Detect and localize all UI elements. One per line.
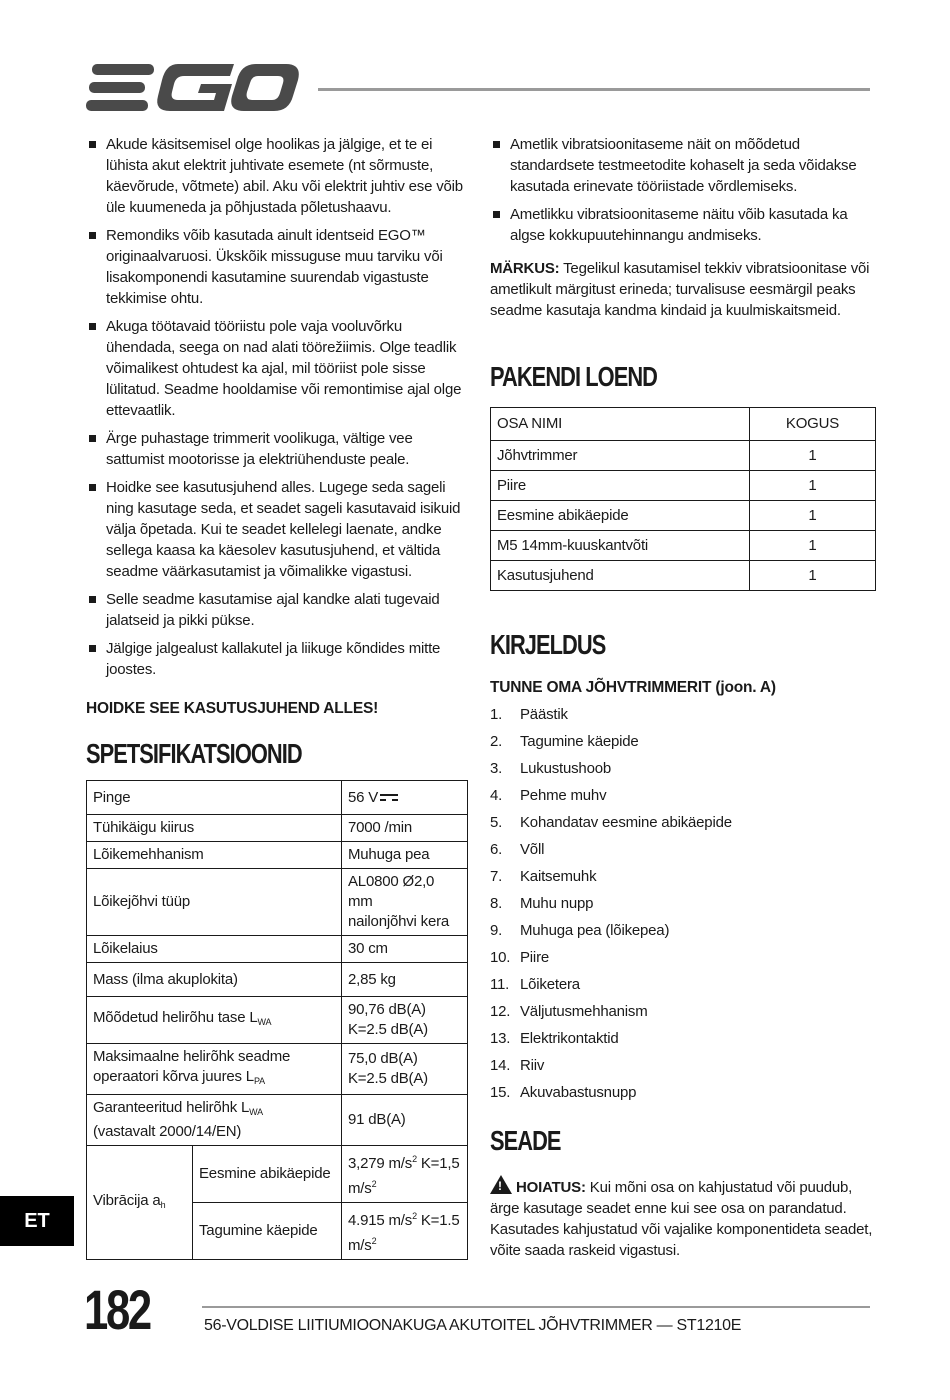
item-number: 9. bbox=[490, 922, 503, 939]
table-row bbox=[87, 869, 468, 936]
table-cell: 1 bbox=[750, 531, 876, 561]
glwa-label-2: (vastavalt 2000/14/EN) bbox=[93, 1123, 242, 1140]
list-item: Selle seadme kasutamise ajal kandke alati tugevaid jalatseid ja pikki pükse. bbox=[86, 589, 468, 631]
parts-list bbox=[490, 705, 876, 1103]
table-cell: Lõikejõhvi tüüp bbox=[87, 869, 342, 936]
vib-rear-k: K=1.5 bbox=[416, 1212, 460, 1229]
table-cell: Jõhvtrimmer bbox=[491, 441, 750, 471]
table-cell: Eesmine abikäepide bbox=[491, 501, 750, 531]
vib-front-k: K=1,5 bbox=[416, 1155, 460, 1172]
note-text: Tegelikul kasutamisel tekkiv vibratsioonitase või ametlikult märgitust erineda; turvalisuse eesmärgil peaks seadme kasutaja kandma kindaid ja kuulmiskaitsmeid. bbox=[490, 260, 870, 319]
table-cell: Tühikäigu kiirus bbox=[87, 815, 342, 842]
item-text: Päästik bbox=[520, 706, 568, 723]
item-text: Väljutusmehhanism bbox=[520, 1003, 648, 1020]
table-cell bbox=[342, 1146, 468, 1203]
list-item: Remondiks võib kasutada ainult identseid EGO™ originaalvaruosi. Ükskõik missuguse muu tarviku või lisakomponendi kasutamine suurendab vigastuste tekkimise ohtu. bbox=[86, 225, 468, 309]
lpa-label-1: Maksimaalne helirõhk seadme bbox=[93, 1048, 291, 1065]
table-cell: Piire bbox=[491, 471, 750, 501]
table-row bbox=[491, 471, 876, 501]
column-header: OSA NIMI bbox=[491, 408, 750, 441]
table-row bbox=[87, 1146, 468, 1203]
item-number: 7. bbox=[490, 868, 503, 885]
table-cell bbox=[342, 1044, 468, 1095]
item-number: 3. bbox=[490, 760, 503, 777]
table-cell: Lõikelaius bbox=[87, 936, 342, 963]
vib-front-unit: m/s bbox=[348, 1180, 372, 1197]
lwa-label: Mõõdetud helirõhu tase L bbox=[93, 1009, 258, 1026]
lwa-value-1: 90,76 dB(A) bbox=[348, 1001, 426, 1018]
pack-table bbox=[490, 407, 876, 591]
list-item bbox=[490, 705, 876, 725]
footer-title: 56-VOLDISE LIITIUMIOONAKUGA AKUTOITEL JÕHVTRIMMER — ST1210E bbox=[204, 1317, 742, 1334]
page-number: 182 bbox=[84, 1278, 150, 1341]
table-cell: 1 bbox=[750, 501, 876, 531]
list-item: Akude käsitsemisel olge hoolikas ja jälgige, et te ei lühista akut elektrit juhtivate esemete (nt sõrmuste, käevõrude, võtmete) abil. Aku või elektrit juhtiv ese võib üle kuumeneda ja põhjustada põletushaavu. bbox=[86, 134, 468, 218]
item-number: 1. bbox=[490, 706, 503, 723]
list-item bbox=[490, 786, 876, 806]
list-item: Ametlikku vibratsioonitaseme näitu võib kasutada ka algse kokkupuutehinnangu andmiseks. bbox=[490, 204, 876, 246]
table-cell bbox=[342, 869, 468, 936]
item-number: 8. bbox=[490, 895, 503, 912]
table-cell: 30 cm bbox=[342, 936, 468, 963]
list-item bbox=[490, 1083, 876, 1103]
item-number: 11. bbox=[490, 976, 510, 993]
description-subheading: TUNNE OMA JÕHVTRIMMERIT (joon. A) bbox=[490, 679, 776, 696]
table-row bbox=[87, 963, 468, 997]
glwa-label-1: Garanteeritud helirõhk L bbox=[93, 1099, 250, 1116]
ego-logo bbox=[86, 62, 300, 114]
vib-front-value: 3,279 m/s bbox=[348, 1155, 413, 1172]
table-row bbox=[87, 936, 468, 963]
table-row bbox=[491, 441, 876, 471]
lpa-value-2: K=2.5 dB(A) bbox=[348, 1070, 428, 1087]
list-item: Hoidke see kasutusjuhend alles. Lugege seda sageli ning kasutage seda, et seadet sageli kasutavaid isikuid välja õpetada. Kui te seadet kellelegi laenate, andke sellega kaasa ka käesolev kasutusjuhend, et vältida seadme väärkasutamist ja võimalikke vigastusi. bbox=[86, 477, 468, 582]
item-text: Lukustushoob bbox=[520, 760, 612, 777]
vib-rear-value: 4.915 m/s bbox=[348, 1212, 413, 1229]
list-item: Jälgige jalgealust kallakutel ja liikuge kõndides mitte joostes. bbox=[86, 638, 468, 680]
voltage-value: 56 V bbox=[348, 788, 379, 806]
item-number: 10. bbox=[490, 949, 511, 966]
list-item bbox=[490, 867, 876, 887]
table-row bbox=[87, 997, 468, 1044]
table-row bbox=[87, 1044, 468, 1095]
table-cell: 7000 /min bbox=[342, 815, 468, 842]
header-rule bbox=[318, 88, 870, 91]
item-number: 6. bbox=[490, 841, 503, 858]
item-number: 13. bbox=[490, 1030, 511, 1047]
lwa-sub: WA bbox=[257, 1017, 272, 1027]
item-text: Akuvabastusnupp bbox=[520, 1084, 637, 1101]
table-cell: Kasutusjuhend bbox=[491, 561, 750, 591]
item-number: 5. bbox=[490, 814, 503, 831]
table-cell: 1 bbox=[750, 441, 876, 471]
table-cell: Eesmine abikäepide bbox=[193, 1146, 342, 1203]
device-heading: SEADE bbox=[490, 1125, 561, 1156]
language-tab: ET bbox=[0, 1196, 74, 1246]
list-item bbox=[490, 921, 876, 941]
warning-text: Kui mõni osa on kahjustatud või puudub, ärge kasutage seadet enne kui see osa on parandatud. Kasutades kahjustatud või vajalike komponentideta seadet, võite saada raskeid vigastusi. bbox=[490, 1179, 873, 1259]
note-label: MÄRKUS: bbox=[490, 260, 560, 277]
warning-label: HOIATUS: bbox=[516, 1179, 586, 1196]
sup: 2 bbox=[412, 1154, 417, 1164]
table-cell: Muhuga pea bbox=[342, 842, 468, 869]
table-row bbox=[87, 815, 468, 842]
warning-icon bbox=[490, 1175, 512, 1194]
warning-paragraph bbox=[490, 1175, 876, 1261]
item-number: 14. bbox=[490, 1057, 511, 1074]
pack-heading: PAKENDI LOEND bbox=[490, 361, 658, 392]
footer-rule bbox=[202, 1306, 870, 1308]
vib-label: Vibrācija a bbox=[93, 1191, 161, 1209]
line-value-2: nailonjõhvi kera bbox=[348, 913, 450, 930]
column-header: KOGUS bbox=[750, 408, 876, 441]
table-cell: Lõikemehhanism bbox=[87, 842, 342, 869]
line-value-1: AL0800 Ø2,0 mm bbox=[348, 873, 435, 910]
table-cell bbox=[87, 1146, 193, 1260]
table-cell bbox=[87, 1044, 342, 1095]
list-item bbox=[490, 1002, 876, 1022]
table-cell: 91 dB(A) bbox=[342, 1095, 468, 1146]
dc-symbol-icon bbox=[380, 794, 398, 802]
table-cell: Pinge bbox=[87, 781, 342, 815]
table-cell: 1 bbox=[750, 471, 876, 501]
item-text: Piire bbox=[520, 949, 550, 966]
vib-rear-unit: m/s bbox=[348, 1237, 372, 1254]
lpa-sub: PA bbox=[253, 1076, 265, 1086]
table-row bbox=[87, 842, 468, 869]
table-cell bbox=[87, 997, 342, 1044]
list-item bbox=[490, 975, 876, 995]
safety-bullets bbox=[86, 134, 468, 680]
item-text: Kaitsemuhk bbox=[520, 868, 597, 885]
table-cell: 1 bbox=[750, 561, 876, 591]
spec-heading: SPETSIFIKATSIOONID bbox=[86, 738, 302, 769]
item-text: Muhuga pea (lõikepea) bbox=[520, 922, 670, 939]
lwa-value-2: K=2.5 dB(A) bbox=[348, 1021, 428, 1038]
item-number: 15. bbox=[490, 1084, 511, 1101]
list-item: Akuga töötavaid tööriistu pole vaja vooluvõrku ühendada, seega on nad alati töörežiimis. Olge teadlik võimalikest ohtudest ka ajal, mil tööriist pole sisse lülitatud. Seadme hooldamise või remontimise ajal olge ettevaatlik. bbox=[86, 316, 468, 421]
table-cell bbox=[342, 781, 468, 815]
item-text: Tagumine käepide bbox=[520, 733, 639, 750]
item-number: 4. bbox=[490, 787, 503, 804]
vib-sub: h bbox=[160, 1199, 166, 1210]
list-item bbox=[490, 1056, 876, 1076]
list-item bbox=[490, 732, 876, 752]
list-item bbox=[490, 840, 876, 860]
right-column bbox=[490, 134, 876, 1261]
table-header-row bbox=[491, 408, 876, 441]
sup: 2 bbox=[412, 1211, 417, 1221]
table-row bbox=[491, 561, 876, 591]
list-item bbox=[490, 759, 876, 779]
list-item bbox=[490, 894, 876, 914]
description-heading: KIRJELDUS bbox=[490, 629, 606, 660]
left-column bbox=[86, 134, 468, 1260]
lpa-value-1: 75,0 dB(A) bbox=[348, 1050, 418, 1067]
table-cell: Mass (ilma akuplokita) bbox=[87, 963, 342, 997]
item-text: Võll bbox=[520, 841, 545, 858]
keep-manual-note: HOIDKE SEE KASUTUSJUHEND ALLES! bbox=[86, 700, 379, 717]
note-paragraph bbox=[490, 258, 876, 321]
item-number: 12. bbox=[490, 1003, 511, 1020]
list-item: Ametlik vibratsioonitaseme näit on mõõdetud standardsete testmeetodite kohaselt ja seda võidakse kasutada erinevate tööriistade võrdlemiseks. bbox=[490, 134, 876, 197]
item-text: Muhu nupp bbox=[520, 895, 594, 912]
item-text: Elektrikontaktid bbox=[520, 1030, 619, 1047]
table-row bbox=[87, 1095, 468, 1146]
table-row bbox=[87, 781, 468, 815]
item-text: Kohandatav eesmine abikäepide bbox=[520, 814, 732, 831]
table-cell bbox=[342, 1203, 468, 1260]
table-row bbox=[491, 501, 876, 531]
sup: 2 bbox=[371, 1236, 377, 1246]
list-item: Ärge puhastage trimmerit voolikuga, vältige vee sattumist mootorisse ja elektriühenduste peale. bbox=[86, 428, 468, 470]
spec-table bbox=[86, 780, 468, 1260]
table-cell bbox=[342, 997, 468, 1044]
item-text: Lõiketera bbox=[520, 976, 580, 993]
table-cell: M5 14mm-kuuskantvõti bbox=[491, 531, 750, 561]
vibration-bullets bbox=[490, 134, 876, 246]
item-text: Riiv bbox=[520, 1057, 545, 1074]
list-item bbox=[490, 1029, 876, 1049]
item-text: Pehme muhv bbox=[520, 787, 607, 804]
table-cell: Tagumine käepide bbox=[193, 1203, 342, 1260]
glwa-sub: WA bbox=[249, 1107, 263, 1117]
list-item bbox=[490, 813, 876, 833]
table-cell: 2,85 kg bbox=[342, 963, 468, 997]
sup: 2 bbox=[371, 1179, 377, 1189]
table-row bbox=[491, 531, 876, 561]
item-number: 2. bbox=[490, 733, 503, 750]
table-cell bbox=[87, 1095, 342, 1146]
lpa-label-2: operaatori kõrva juures L bbox=[93, 1068, 254, 1085]
list-item bbox=[490, 948, 876, 968]
